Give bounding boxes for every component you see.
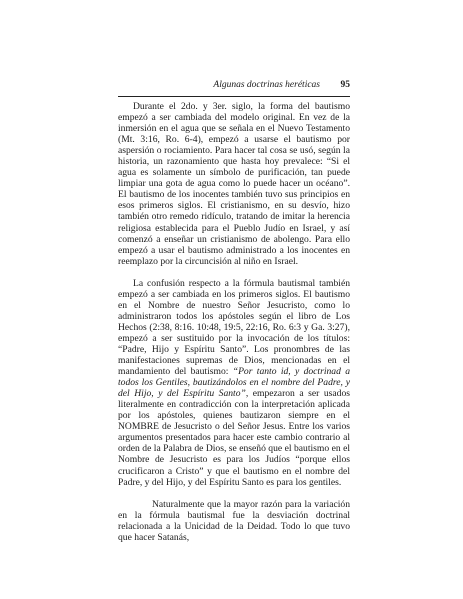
paragraph-baptism-form: Durante el 2do. y 3er. siglo, la forma del bautismo empezó a ser cambiada del modelo original. En vez de la inmersión en el agua que se señala en el Nuevo Testamento (Mt. 3:16, Ro. 6-4), empezó a usarse el bautismo por aspersión o rociamiento. Para hacer tal cosa se usó, según la historia, un razonamiento que hasta hoy prevalece: “Si el agua es solamente un símbolo de purificación, tan puede limpiar una gota de agua como lo puede hacer un océano”. El bautismo de los inocentes también tuvo sus principios en esos primeros siglos. El cristianismo, en su desvío, hizo también otro remedo ridículo, tratando de imitar la herencia religiosa establecida para el Pueblo Judío en Israel, y así comenzó a enseñar un cristianismo de abolengo. Para ello empezó a usar el bautismo administrado a los inocentes en reemplazo por la circuncisión al niño en Israel. — [118, 101, 350, 267]
paragraph-baptismal-formula-continuation: , empezaron a ser usados literalmente en contradicción con la interpretación aplicada por los apóstoles, quienes bautizaron siempre en el NOMBRE de Jesucristo o del Señor Jesus. Entre los varios argumentos presentados para hacer este cambio contrario al orden de la Palabra de Dios, se enseñó que el bautismo en el Nombre de Jesucristo es para los Judíos “porque ellos crucificaron a Cristo” y que el bautismo en el nombre del Padre, y del Hijo, y del Espíritu Santo es para los gentiles. — [118, 388, 350, 488]
running-header-title: Algunas doctrinas heréticas — [213, 80, 320, 90]
body-text — [118, 101, 350, 543]
paragraph-baptismal-formula-text: La confusión respecto a la fórmula bautismal también empezó a ser cambiada en los primeros siglos. El bautismo en el Nombre de nuestro Señor Jesucristo, como lo administraron todos los apóstoles según el libro de Los Hechos (2:38, 8:16. 10:48, 19:5, 22:16, Ro. 6:3 y Ga. 3:27), empezó a ser sustituido por la invocación de los títulos: “Padre, Hijo y Espíritu Santo”. Los pronombres de las manifestaciones supremas de Dios, mencionadas en el mandamiento del bautismo: — [118, 277, 350, 378]
paragraph-baptismal-formula — [118, 278, 350, 488]
running-header — [118, 80, 350, 97]
page-number: 95 — [340, 80, 350, 90]
baptism-commandment-quote: “Por tanto id, y doctrinad a todos los Gentiles, bautizándolos en el nombre del Padre, y del Hijo, y del Espíritu Santo” — [118, 366, 350, 400]
paragraph-doctrinal-deviation: Naturalmente que la mayor razón para la variación en la fórmula bautismal fue la desviación doctrinal relacionada a la Unicidad de la Deidad. Todo lo que tuvo que hacer Satanás, — [118, 498, 350, 543]
